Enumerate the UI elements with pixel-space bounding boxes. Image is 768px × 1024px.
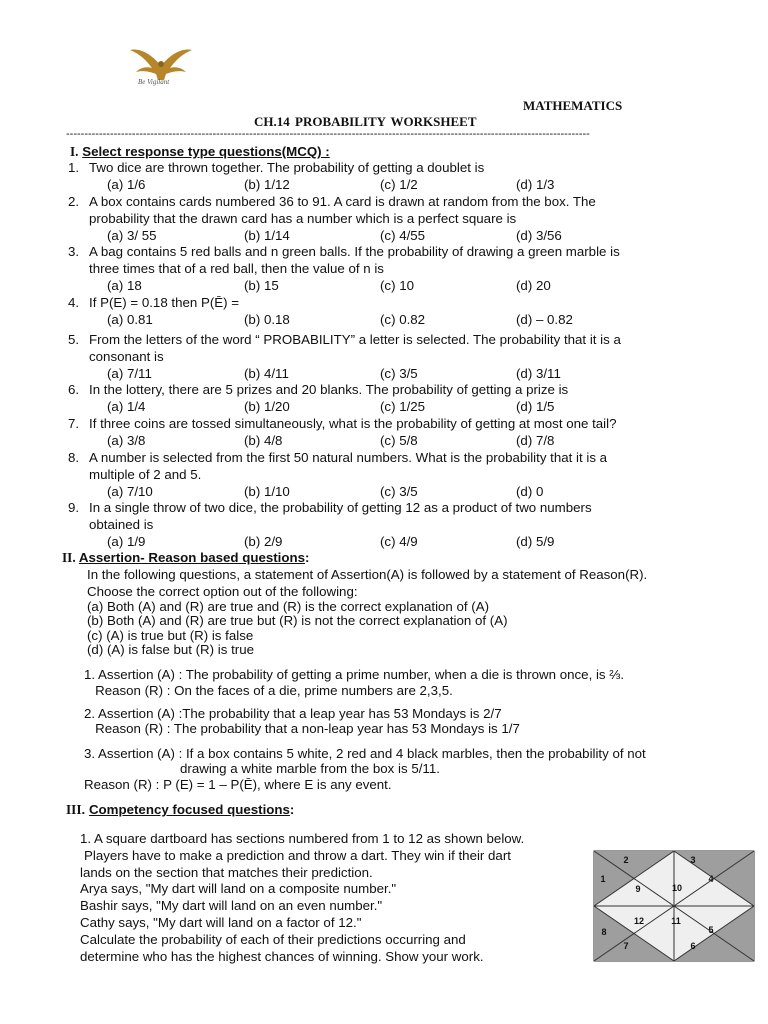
assertion-2: 2. Assertion (A) :The probability that a leap year has 53 Mondays is 2/7 — [84, 706, 502, 721]
ar-intro-1: In the following questions, a statement of Assertion(A) is followed by a statement of Reason(R). — [87, 567, 648, 582]
question-number: 6. — [68, 382, 80, 397]
section-label-6: 6 — [690, 941, 696, 951]
dartboard-figure — [593, 850, 755, 962]
answer-option: (c) 1/2 — [380, 177, 418, 192]
answer-option: (d) 3/11 — [516, 366, 561, 381]
question-text: A number is selected from the first 50 natural numbers. What is the probability that it is a — [89, 450, 608, 465]
section3-title: Competency focused questions — [88, 802, 290, 817]
question-number: 3. — [68, 244, 80, 259]
answer-option: (d) 20 — [516, 278, 551, 293]
answer-option: (a) 1/4 — [107, 399, 146, 414]
answer-option: (d) 1/5 — [516, 399, 555, 414]
question-text: In a single throw of two dice, the probability of getting 12 as a product of two numbers — [89, 500, 592, 515]
answer-option: (c) 1/25 — [380, 399, 426, 414]
answer-option: (a) 3/8 — [107, 433, 146, 448]
question-number: 2. — [68, 194, 80, 209]
ar-option-c: (c) (A) is true but (R) is false — [87, 628, 254, 643]
section2-title: Assertion- Reason based questions — [78, 550, 305, 565]
answer-option: (d) 0 — [516, 484, 544, 499]
question-text: A box contains cards numbered 36 to 91. A card is drawn at random from the box. The — [89, 194, 596, 209]
ar-option-b: (b) Both (A) and (R) are true but (R) is not the correct explanation of (A) — [87, 613, 508, 628]
ar-option-d: (d) (A) is false but (R) is true — [87, 642, 254, 657]
section2-number: II. — [62, 550, 76, 565]
reason-2 — [84, 720, 520, 737]
section-label-8: 8 — [601, 927, 607, 937]
question-number: 7. — [68, 416, 80, 431]
section-label-7: 7 — [623, 941, 629, 951]
question-text: obtained is — [89, 517, 154, 532]
logo-caption: Be Vigilant — [138, 78, 170, 86]
answer-option: (b) 1/10 — [244, 484, 290, 499]
q3-line-4: Arya says, "My dart will land on a composite number." — [80, 881, 397, 896]
section2-colon: : — [305, 550, 310, 565]
q3-line-3: lands on the section that matches their prediction. — [80, 865, 373, 880]
answer-option: (c) 3/5 — [380, 484, 418, 499]
answer-option: (c) 5/8 — [380, 433, 418, 448]
question-text: consonant is — [89, 349, 164, 364]
question-text: multiple of 2 and 5. — [89, 467, 202, 482]
answer-option: (b) 1/20 — [244, 399, 290, 414]
divider-line: ----------------------------------------------------------------------------------------------------------------------------------------------- — [66, 128, 590, 140]
section1-number: I. — [70, 144, 79, 159]
answer-option: (b) 0.18 — [244, 312, 290, 327]
answer-option: (c) 10 — [380, 278, 414, 293]
section-label-9: 9 — [635, 884, 641, 894]
reason-3: Reason (R) : P (E) = 1 – P(Ē), where E is any event. — [84, 777, 392, 792]
reason-1-text: Reason (R) : On the faces of a die, prime numbers are 2,3,5. — [95, 683, 453, 698]
answer-option: (c) 0.82 — [380, 312, 426, 327]
section-label-1: 1 — [600, 874, 606, 884]
answer-option: (a) 1/6 — [107, 177, 146, 192]
answer-option: (d) 1/3 — [516, 177, 555, 192]
reason-1 — [84, 682, 453, 699]
q3-line-1: 1. A square dartboard has sections numbered from 1 to 12 as shown below. — [80, 831, 525, 846]
reason-2-text: Reason (R) : The probability that a non-leap year has 53 Mondays is 1/7 — [95, 721, 520, 736]
answer-option: (c) 4/9 — [380, 534, 418, 549]
question-text: In the lottery, there are 5 prizes and 20 blanks. The probability of getting a prize is — [89, 382, 569, 397]
page-title: CH.14 PROBABILITY WORKSHEET — [254, 114, 477, 129]
section3-dot: . — [81, 802, 86, 817]
answer-option: (d) 3/56 — [516, 228, 562, 243]
answer-option: (d) – 0.82 — [516, 312, 573, 327]
answer-option: (b) 1/14 — [244, 228, 290, 243]
answer-option: (b) 1/12 — [244, 177, 290, 192]
q3-line-6: Cathy says, "My dart will land on a factor of 12." — [80, 915, 362, 930]
assertion-3-cont: drawing a white marble from the box is 5/11. — [180, 761, 440, 776]
section-label-3: 3 — [690, 855, 696, 865]
answer-option: (c) 3/5 — [380, 366, 418, 381]
section-label-4: 4 — [708, 874, 714, 884]
answer-option: (d) 7/8 — [516, 433, 555, 448]
question-text: probability that the drawn card has a number which is a perfect square is — [89, 211, 517, 226]
section-label-11: 11 — [671, 916, 681, 926]
question-number: 1. — [68, 160, 80, 175]
assertion-1: 1. Assertion (A) : The probability of getting a prime number, when a die is thrown once, is ⅔. — [84, 667, 625, 682]
question-text: From the letters of the word “ PROBABILITY” a letter is selected. The probability that it is a — [89, 332, 621, 347]
answer-option: (d) 5/9 — [516, 534, 555, 549]
answer-option: (a) 3/ 55 — [107, 228, 157, 243]
section1-title: Select response type questions(MCQ) : — [82, 144, 330, 159]
section-label-10: 10 — [671, 883, 683, 893]
answer-option: (c) 4/55 — [380, 228, 426, 243]
section-label-2: 2 — [623, 855, 629, 865]
answer-option: (b) 2/9 — [244, 534, 283, 549]
section-label-12: 12 — [633, 916, 645, 926]
q3-line-2: Players have to make a prediction and throw a dart. They win if their dart — [84, 848, 511, 863]
q3-line-8: determine who has the highest chances of winning. Show your work. — [80, 949, 484, 964]
answer-option: (b) 4/8 — [244, 433, 283, 448]
section3-number: III — [66, 802, 82, 817]
answer-option: (b) 15 — [244, 278, 279, 293]
question-number: 8. — [68, 450, 80, 465]
answer-option: (a) 1/9 — [107, 534, 146, 549]
question-text: If three coins are tossed simultaneously, what is the probability of getting at most one tail? — [89, 416, 617, 431]
answer-option: (b) 4/11 — [244, 366, 289, 381]
question-number: 4. — [68, 295, 80, 310]
q3-line-7: Calculate the probability of each of their predictions occurring and — [80, 932, 466, 947]
ar-option-a: (a) Both (A) and (R) are true and (R) is the correct explanation of (A) — [87, 599, 490, 614]
question-text: Two dice are thrown together. The probability of getting a doublet is — [89, 160, 485, 175]
question-number: 9. — [68, 500, 80, 515]
answer-option: (a) 0.81 — [107, 312, 153, 327]
section1-heading — [70, 143, 330, 160]
q3-line-5: Bashir says, "My dart will land on an even number." — [80, 898, 383, 913]
question-number: 5. — [68, 332, 80, 347]
section-label-5: 5 — [708, 925, 714, 935]
section3-colon: : — [289, 802, 295, 817]
answer-option: (a) 7/10 — [107, 484, 153, 499]
ar-intro-2: Choose the correct option out of the following: — [87, 584, 358, 599]
question-text: A bag contains 5 red balls and n green balls. If the probability of drawing a green marble is — [89, 244, 620, 259]
answer-option: (a) 18 — [107, 278, 142, 293]
section2-heading — [62, 549, 309, 566]
answer-option: (a) 7/11 — [107, 366, 152, 381]
question-text: If P(E) = 0.18 then P(Ē) = — [89, 295, 240, 310]
question-text: three times that of a red ball, then the value of n is — [89, 261, 384, 276]
assertion-3: 3. Assertion (A) : If a box contains 5 white, 2 red and 4 black marbles, then the probability of not — [84, 746, 646, 761]
subject-label: MATHEMATICS — [523, 98, 623, 113]
section3-heading — [66, 801, 294, 818]
